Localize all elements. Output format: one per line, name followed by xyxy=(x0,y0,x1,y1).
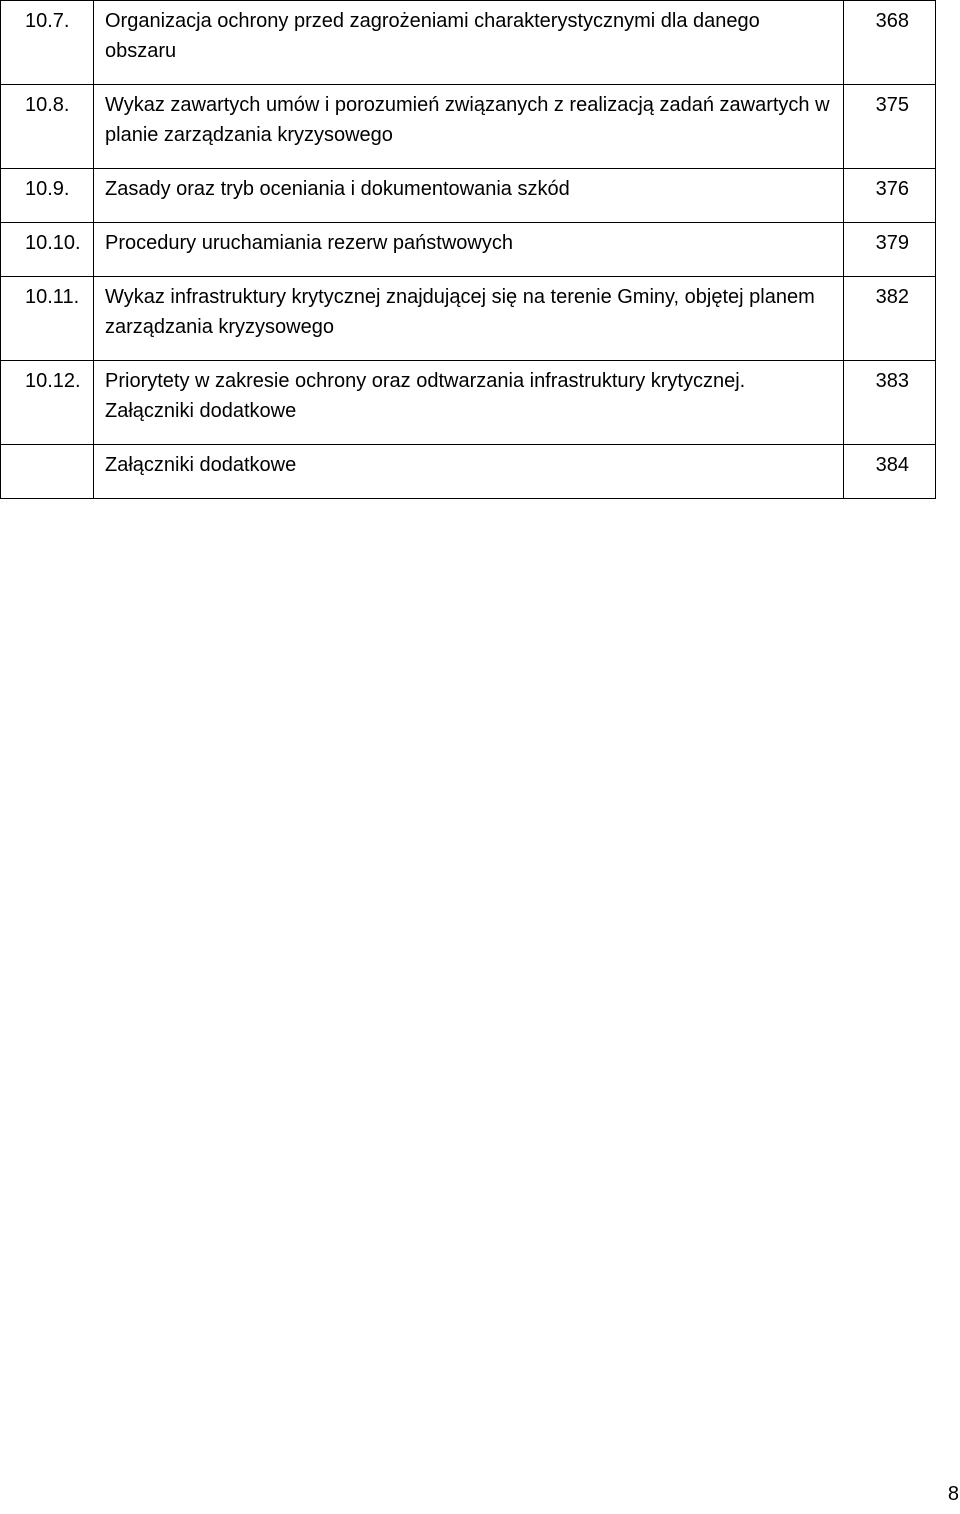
toc-row xyxy=(1,85,936,169)
toc-row xyxy=(1,223,936,277)
toc-section-title: Załączniki dodatkowe xyxy=(94,445,844,499)
page-footer-number: 8 xyxy=(947,1483,959,1505)
toc-row xyxy=(1,445,936,499)
toc-page-number: 383 xyxy=(844,361,936,445)
toc-page-number: 384 xyxy=(844,445,936,499)
toc-section-number: 10.11. xyxy=(1,277,94,361)
toc-section-title: Procedury uruchamiania rezerw państwowych xyxy=(94,223,844,277)
toc-section-number xyxy=(1,445,94,499)
toc-row xyxy=(1,1,936,85)
toc-section-title: Zasady oraz tryb oceniania i dokumentowania szkód xyxy=(94,169,844,223)
toc-section-number: 10.8. xyxy=(1,85,94,169)
toc-page-number: 368 xyxy=(844,1,936,85)
toc-section-title: Wykaz zawartych umów i porozumień związanych z realizacją zadań zawartych w planie zarządzania kryzysowego xyxy=(94,85,844,169)
toc-section-number: 10.12. xyxy=(1,361,94,445)
toc-page-number: 376 xyxy=(844,169,936,223)
toc-section-number: 10.10. xyxy=(1,223,94,277)
toc-page-number: 375 xyxy=(844,85,936,169)
toc-row xyxy=(1,361,936,445)
table-of-contents xyxy=(0,0,936,499)
toc-row xyxy=(1,169,936,223)
toc-section-title: Organizacja ochrony przed zagrożeniami charakterystycznymi dla danego obszaru xyxy=(94,1,844,85)
toc-page-number: 382 xyxy=(844,277,936,361)
toc-section-title: Priorytety w zakresie ochrony oraz odtwarzania infrastruktury krytycznej. Załączniki dodatkowe xyxy=(94,361,844,445)
toc-row xyxy=(1,277,936,361)
toc-section-number: 10.7. xyxy=(1,1,94,85)
toc-page-number: 379 xyxy=(844,223,936,277)
toc-section-number: 10.9. xyxy=(1,169,94,223)
toc-section-title: Wykaz infrastruktury krytycznej znajdującej się na terenie Gminy, objętej planem zarządzania kryzysowego xyxy=(94,277,844,361)
